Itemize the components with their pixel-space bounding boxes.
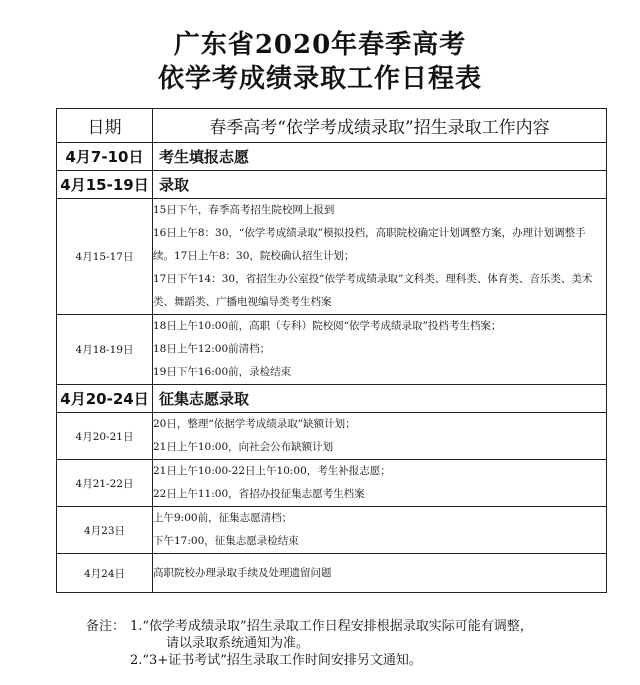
row-line: 18日上午12:00前清档； xyxy=(153,343,271,355)
row-date: 4月21-22日 xyxy=(57,460,153,507)
page-title-line2: 依学考成绩录取工作日程表 xyxy=(157,64,482,94)
row-line: 21日上午10:00，向社会公布缺额计划 xyxy=(153,441,334,453)
schedule-table xyxy=(56,108,607,593)
header-date: 日期 xyxy=(57,109,153,143)
row-date: 4月20-21日 xyxy=(57,413,153,460)
page-title-line1: 广东省2020年春季高考 xyxy=(173,30,467,60)
row-date: 4月23日 xyxy=(57,507,153,554)
row-line: 16日上午8：30，“依学考成绩录取”模拟投档，高职院校确定计划调整方案，办理计划调整手续。17日上午8：30，院校确认招生计划； xyxy=(153,227,586,262)
row-line: 15日下午，春季高考招生院校网上报到 xyxy=(153,204,335,216)
phase-name: 录取 xyxy=(153,171,607,199)
row-content xyxy=(153,315,607,385)
row-line: 上午9:00前，征集志愿清档； xyxy=(153,512,293,524)
phase-name: 征集志愿录取 xyxy=(153,385,607,413)
row-date: 4月18-19日 xyxy=(57,315,153,385)
row-date: 4月24日 xyxy=(57,554,153,593)
row-line: 20日，整理“依据学考成绩录取”缺额计划； xyxy=(153,418,356,430)
table-row xyxy=(57,199,607,315)
table-header-row xyxy=(57,109,607,143)
row-content xyxy=(153,413,607,460)
note-1: 1.“依学考成绩录取”招生录取工作日程安排根据录取实际可能有调整， xyxy=(130,619,533,634)
table-row xyxy=(57,315,607,385)
row-content xyxy=(153,460,607,507)
phase-date: 4月7-10日 xyxy=(57,143,153,171)
row-line: 21日上午10:00-22日上午10:00，考生补报志愿； xyxy=(153,465,391,477)
row-line: 下午17:00，征集志愿录检结束 xyxy=(153,535,299,547)
header-content: 春季高考“依学考成绩录取”招生录取工作内容 xyxy=(153,109,607,143)
row-content xyxy=(153,199,607,315)
row-line: 17日下午14：30，省招生办公室投“依学考成绩录取”文科类、理科类、体育类、音乐类、美术类、舞蹈类、广播电视编导类考生档案 xyxy=(153,273,593,308)
table-row xyxy=(57,460,607,507)
note-2: 2.“3+证书考试”招生录取工作时间安排另文通知。 xyxy=(130,653,422,668)
phase-row-3 xyxy=(57,385,607,413)
phase-date: 4月15-19日 xyxy=(57,171,153,199)
row-content xyxy=(153,554,607,593)
row-line: 高职院校办理录取手续及处理遗留问题 xyxy=(153,566,332,579)
table-row xyxy=(57,554,607,593)
phase-row-1 xyxy=(57,143,607,171)
notes-label: 备注： xyxy=(86,619,126,634)
phase-name: 考生填报志愿 xyxy=(153,143,607,171)
row-line: 18日上午10:00前，高职（专科）院校阅“依学考成绩录取”投档考生档案； xyxy=(153,320,502,332)
table-row xyxy=(57,413,607,460)
phase-row-2 xyxy=(57,171,607,199)
row-content xyxy=(153,507,607,554)
row-line: 19日下午16:00前，录检结束 xyxy=(153,366,292,378)
row-date: 4月15-17日 xyxy=(57,199,153,315)
note-1-continued: 请以录取系统通知为准。 xyxy=(166,636,310,651)
table-row xyxy=(57,507,607,554)
notes xyxy=(86,618,533,669)
phase-date: 4月20-24日 xyxy=(57,385,153,413)
row-line: 22日上午11:00，省招办投征集志愿考生档案 xyxy=(153,488,365,500)
